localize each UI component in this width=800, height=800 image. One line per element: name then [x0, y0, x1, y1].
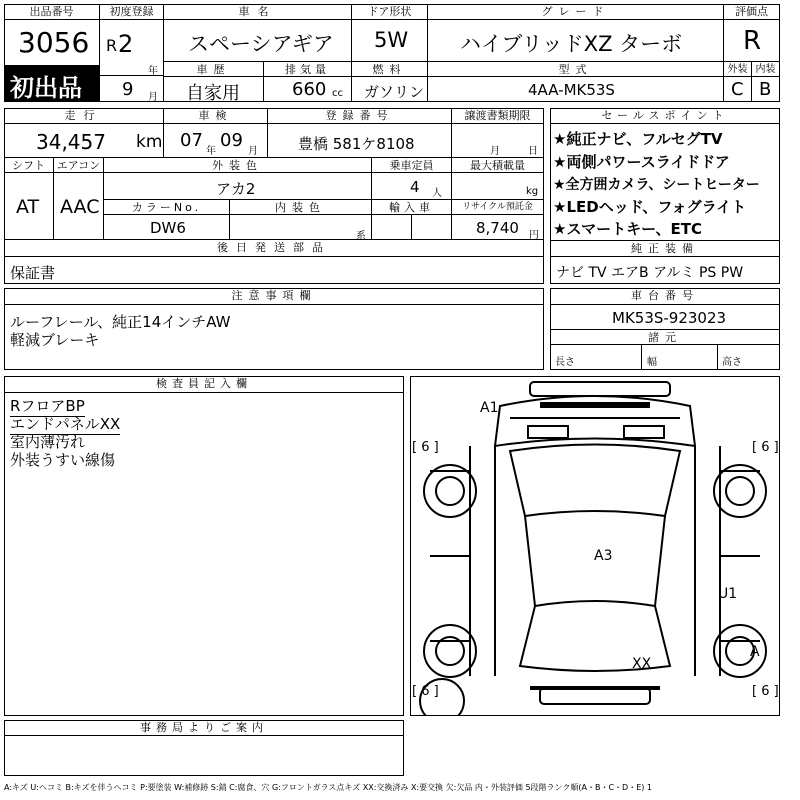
dim-width-label: 幅 [647, 357, 657, 368]
history-value: 自家用 [186, 83, 240, 104]
inspector-header: 検査員記入欄 [4, 376, 404, 393]
recycle-header: リサイクル預託金 [452, 200, 544, 215]
notes-header: 注意事項欄 [4, 288, 544, 305]
sales-point-2: ★両側パワースライドドア [553, 153, 730, 171]
recycle-value: 8,740 [476, 219, 519, 237]
dimensions-header: 諸元 [550, 330, 780, 345]
grade-header: グレード [428, 4, 724, 20]
import-header: 輸入車 [372, 200, 452, 215]
sales-points-header: セールスポイント [550, 108, 780, 124]
damage-mark-a: A [750, 644, 760, 660]
model-value: 4AA-MK53S [528, 81, 615, 99]
damage-legend: A:キズ U:ヘコミ B:キズを伴うヘコミ P:要塗装 W:補修跡 S:錆 C:腐食、穴 G:フロントガラス点キズ XX:交換済み X:要交換 欠:欠品 内・外装評価 5段階ランク順(A・B・C・D・E) 1 [4, 783, 653, 792]
first-reg-month-unit: 月 [148, 92, 158, 103]
chassis-header: 車台番号 [550, 288, 780, 305]
inspection-month-unit: 月 [248, 146, 258, 157]
dim-length-label: 長さ [555, 357, 575, 368]
tire-depth-fl: [ 6 ] [412, 440, 439, 455]
fuel-header: 燃料 [352, 62, 428, 77]
interior-color-unit: 系 [356, 231, 366, 242]
aircon-value: AAC [60, 196, 100, 218]
shift-header: シフト [4, 158, 54, 173]
color-no-header: カラーNo. [104, 200, 230, 215]
transfer-month-unit: 月 [490, 146, 500, 157]
capacity-value: 4 [410, 178, 420, 196]
first-reg-month: 9 [122, 79, 134, 100]
car-name-header: 車名 [164, 4, 352, 20]
first-reg-year: 2 [118, 30, 134, 58]
capacity-header: 乗車定員 [372, 158, 452, 173]
damage-mark-u1: U1 [718, 586, 738, 602]
genuine-value: ナビ TV エアB アルミ PS PW [556, 265, 744, 281]
interior-color-header: 内装色 [230, 200, 372, 215]
recycle-unit: 円 [529, 230, 539, 241]
grade-value: ハイブリッドXZ ターボ [460, 32, 683, 56]
score-int-value: B [759, 79, 772, 100]
color-no-value: DW6 [150, 219, 186, 237]
capacity-unit: 人 [432, 188, 442, 199]
interior-color-cell [230, 215, 372, 240]
notes-line-2: 軽減ブレーキ [10, 331, 100, 349]
inspection-header: 車検 [164, 108, 268, 124]
later-parts-value: 保証書 [10, 264, 56, 282]
mileage-value: 34,457 [36, 130, 106, 154]
lot-header: 出品番号 [4, 4, 100, 20]
transfer-header: 譲渡書類期限 [452, 108, 544, 124]
damage-mark-a3: A3 [594, 548, 613, 564]
later-parts-header: 後日発送部品 [4, 240, 544, 257]
max-load-unit: kg [526, 186, 539, 197]
inspector-line-2: エンドパネルXX [10, 415, 121, 433]
fuel-value: ガソリン [364, 83, 425, 101]
first-reg-year-unit: 年 [148, 66, 158, 77]
score-value: R [743, 26, 762, 56]
score-ext-value: C [731, 79, 744, 100]
history-header: 車歴 [164, 62, 264, 77]
sales-point-5: ★スマートキー、ETC [553, 220, 703, 238]
aircon-header: エアコン [54, 158, 104, 173]
notes-line-1: ルーフレール、純正14インチAW [10, 313, 231, 331]
score-int-label: 内装 [752, 62, 780, 77]
displacement-header: 排気量 [264, 62, 352, 77]
sales-point-1: ★純正ナビ、フルセグTV [553, 130, 723, 148]
reg-no-value: 豊橋 581ケ8108 [298, 135, 415, 153]
import-cell-2 [412, 215, 452, 240]
inspection-year-unit: 年 [206, 146, 216, 157]
inspection-month: 09 [220, 130, 243, 151]
mileage-unit: km [136, 132, 163, 152]
damage-mark-a1: A1 [480, 400, 499, 416]
exterior-color-header: 外装色 [104, 158, 372, 173]
car-name-value: スペーシアギア [188, 32, 334, 56]
door-header: ドア形状 [352, 4, 428, 20]
tire-depth-rr: [ 6 ] [752, 684, 779, 699]
car-diagram [410, 376, 780, 716]
sales-point-4: ★LEDヘッド、フォグライト [553, 198, 747, 216]
transfer-day-unit: 日 [528, 146, 538, 157]
sales-point-3: ★全方囲カメラ、シートヒーター [553, 177, 760, 193]
model-header: 型式 [428, 62, 724, 77]
score-ext-label: 外装 [724, 62, 752, 77]
displacement-value: 660 [292, 79, 327, 100]
exterior-color-value: アカ2 [216, 180, 256, 198]
inspector-line-1: RフロアBP [10, 397, 85, 415]
genuine-header: 純正装備 [550, 241, 780, 257]
tire-depth-fr: [ 6 ] [752, 440, 779, 455]
inspector-line-3: 室内薄汚れ [10, 433, 86, 451]
inspection-year: 07 [180, 130, 203, 151]
shift-value: AT [16, 196, 40, 218]
tire-depth-rl: [ 6 ] [412, 684, 439, 699]
max-load-header: 最大積載量 [452, 158, 544, 173]
dim-height-label: 高さ [722, 357, 742, 368]
inspector-line-4: 外装うすい線傷 [10, 451, 116, 469]
damage-mark-xx: XX [632, 656, 652, 672]
door-value: 5W [374, 28, 409, 52]
reg-no-header: 登録番号 [268, 108, 452, 124]
lot-number: 3056 [18, 26, 90, 59]
score-header: 評価点 [724, 4, 780, 20]
first-listing-label: 初出品 [10, 74, 82, 102]
first-reg-era: R [106, 36, 118, 55]
chassis-value: MK53S-923023 [612, 309, 727, 327]
first-reg-header: 初度登録 [100, 4, 164, 20]
displacement-unit: cc [332, 88, 343, 99]
import-cell [372, 215, 412, 240]
mileage-header: 走行 [4, 108, 164, 124]
office-header: 事務局よりご案内 [4, 720, 404, 736]
